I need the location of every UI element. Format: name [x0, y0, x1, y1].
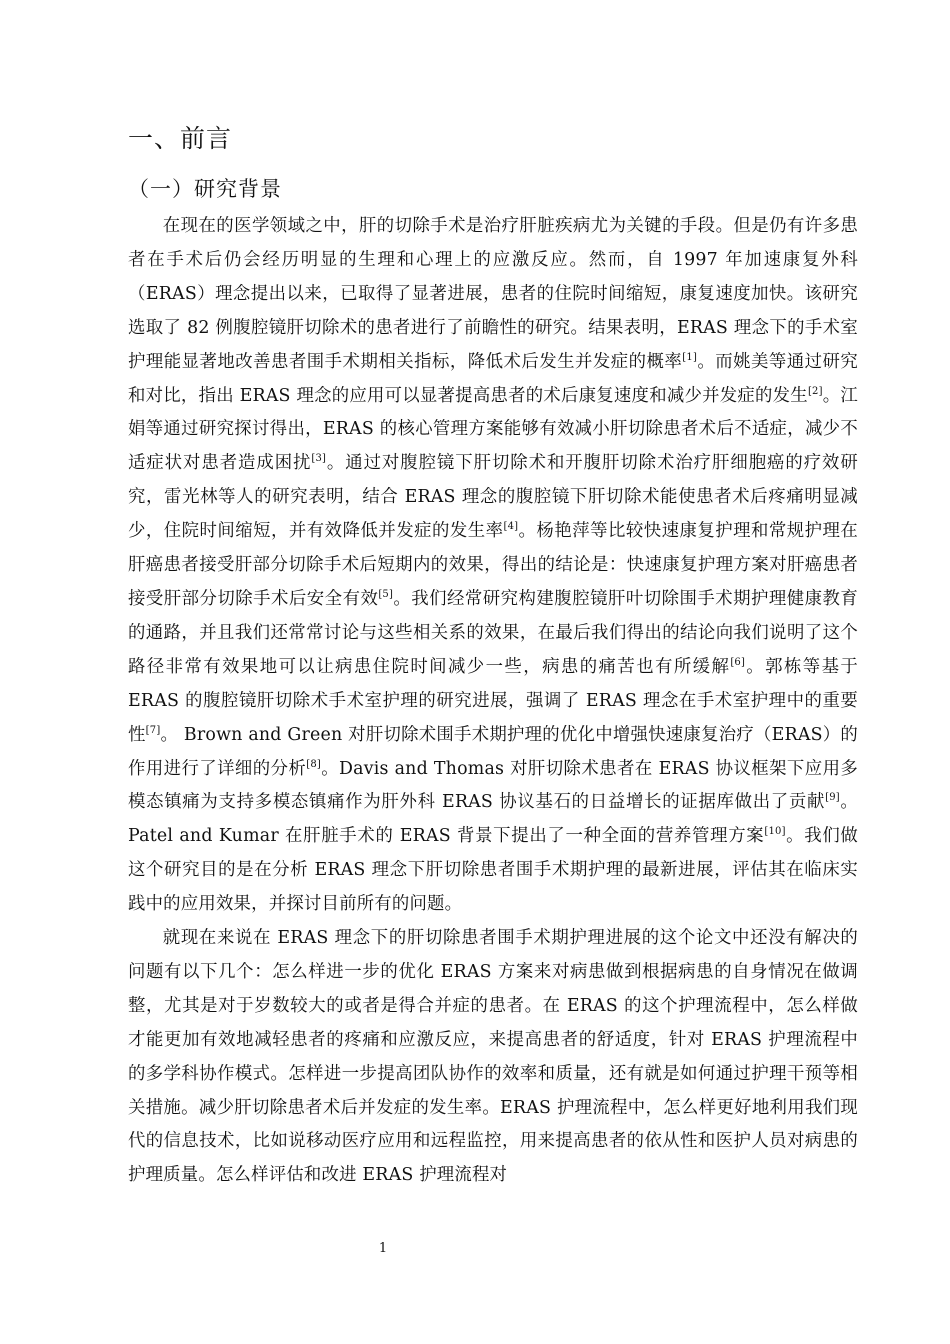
page-number: 1	[378, 1241, 388, 1256]
citation-ref: [8]	[306, 758, 321, 770]
citation-ref: [7]	[145, 724, 161, 736]
page-body	[128, 122, 858, 1193]
paragraph-text: 。江娟等通过研究探讨得出，ERAS 的核心管理方案能够有效减小肝切除患者术后不适症，减少不适症状对患者造成困扰	[128, 385, 858, 474]
citation-ref: [5]	[378, 589, 394, 601]
paragraph-text: 。Patel and Kumar 在肝脏手术的 ERAS 背景下提出了一种全面的营养管理方案	[128, 792, 858, 847]
paragraph-text: 在现在的医学领域之中，肝的切除手术是治疗肝脏疾病尤为关键的手段。但是仍有许多患者在手术后仍会经历明显的生理和心理上的应激反应。然而，自 1997 年加速康复外科（ERAS）理念提出以来，已取得了显著进展，患者的住院时间缩短，康复速度加快。该研究选取了 82 例腹腔镜肝切除术的患者进行了前瞻性的研究。结果表明，ERAS 理念下的手术室护理能显著地改善患者围手术期相关指标，降低术后发生并发症的概率	[128, 216, 858, 372]
paragraph-text: 。我们做这个研究目的是在分析 ERAS 理念下肝切除患者围手术期护理的最新进展，评估其在临床实践中的应用效果，并探讨目前所有的问题。	[128, 826, 858, 915]
paragraph-text: 就现在来说在 ERAS 理念下的肝切除患者围手术期护理进展的这个论文中还没有解决的问题有以下几个：怎么样进一步的优化 ERAS 方案来对病患做到根据病患的自身情况在做调整，尤其是对于岁数较大的或者是得合并症的患者。在 ERAS 的这个护理流程中，怎么样做才能更加有效地减轻患者的疼痛和应激反应，来提高患者的舒适度，针对 ERAS 护理流程中的多学科协作模式。怎样进一步提高团队协作的效率和质量，还有就是如何通过护理干预等相关措施。减少肝切除患者术后并发症的发生率。ERAS 护理流程中，怎么样更好地利用我们现代的信息技术，比如说移动医疗应用和远程监控，用来提高患者的依从性和医护人员对病患的护理质量。怎么样评估和改进 ERAS 护理流程对	[128, 928, 858, 1186]
paragraph-text: 。我们经常研究构建腹腔镜肝叶切除围手术期护理健康教育的通路，并且我们还常常讨论与这些相关系的效果，在最后我们得出的结论向我们说明了这个路径非常有效果地可以让病患住院时间减少一些，病患的痛苦也有所缓解	[128, 588, 858, 677]
paragraph-text: 。而姚美等通过研究和对比，指出 ERAS 理念的应用可以显著提高患者的术后康复速度和减少并发症的发生	[128, 351, 858, 406]
citation-ref: [4]	[503, 521, 519, 533]
paragraph-text: 。杨艳萍等比较快速康复护理和常规护理在肝癌患者接受肝部分切除手术后短期内的效果，得出的结论是：快速康复护理方案对肝癌患者接受肝部分切除手术后安全有效	[128, 521, 858, 609]
body-paragraph-1	[128, 210, 858, 922]
citation-ref: [6]	[730, 656, 746, 668]
subsection-heading: （一）研究背景	[128, 177, 282, 201]
citation-ref: [2]	[807, 385, 823, 397]
paragraph-text: 。通过对腹腔镜下肝切除术和开腹肝切除术治疗肝细胞癌的疗效研究，雷光林等人的研究表明，结合 ERAS 理念的腹腔镜下肝切除术能使患者术后疼痛明显减少，住院时间缩短，并有效降低并发症的发生率	[128, 453, 858, 542]
paragraph-text: 。郭栋等基于 ERAS 的腹腔镜肝切除术手术室护理的研究进展，强调了 ERAS 理念在手术室护理中的重要性	[128, 656, 859, 745]
citation-ref: [3]	[311, 453, 327, 465]
paragraph-text: 。 Brown and Green 对肝切除术围手术期护理的优化中增强快速康复治疗（ERAS）的作用进行了详细的分析	[128, 724, 858, 779]
citation-ref: [1]	[682, 351, 698, 363]
citation-ref: [9]	[825, 792, 840, 804]
paragraph-text: 。Davis and Thomas 对肝切除术患者在 ERAS 协议框架下应用多模态镇痛为支持多模态镇痛作为肝外科 ERAS 协议基石的日益增长的证据库做出了贡献	[128, 758, 858, 813]
body-paragraph-2	[128, 922, 858, 1193]
citation-ref: [10]	[764, 826, 786, 838]
section-heading: 一、前言	[128, 124, 233, 153]
